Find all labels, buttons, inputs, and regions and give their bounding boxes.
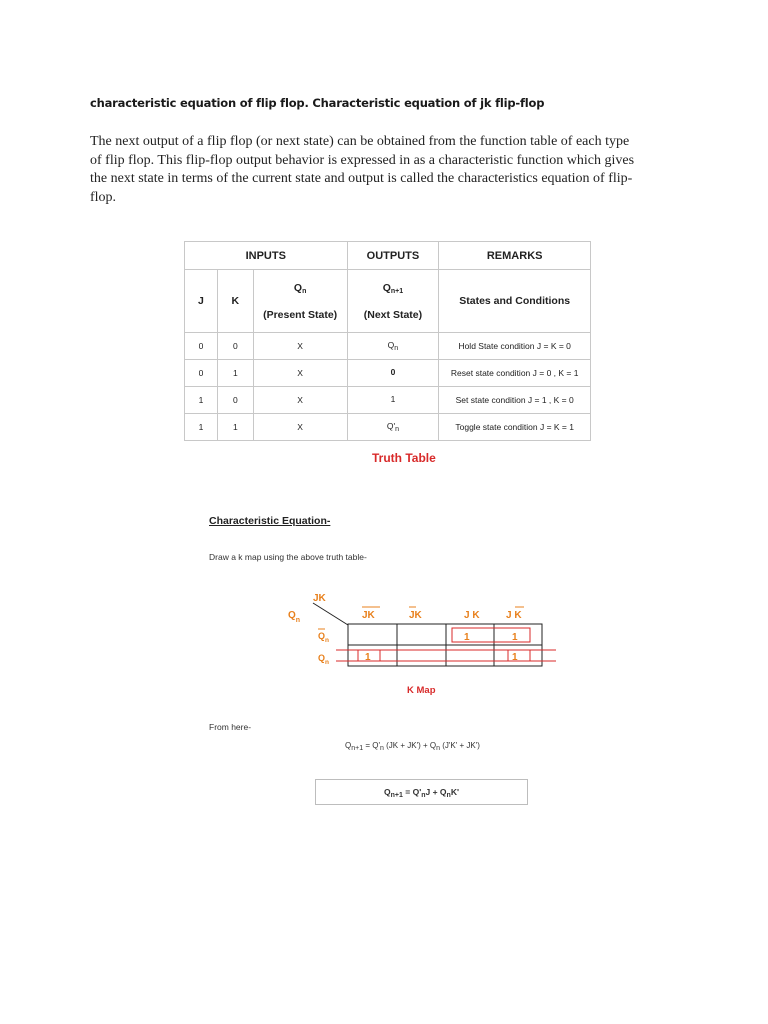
states-header: States and Conditions bbox=[439, 270, 591, 333]
kmap-cell-value: 1 bbox=[512, 652, 518, 663]
kmap-caption: K Map bbox=[407, 685, 436, 696]
table-header-row bbox=[185, 242, 591, 270]
kmap-instruction: Draw a k map using the above truth table- bbox=[209, 552, 367, 562]
truth-table-caption: Truth Table bbox=[372, 451, 436, 465]
table-row: 1 1 X $Q'_n$ Toggle state condition J = K = 1 bbox=[185, 414, 591, 441]
paragraph-line: the next state in terms of the current state and output is called the characteristics equation of flip- bbox=[90, 171, 633, 186]
remarks-header: REMARKS bbox=[439, 242, 591, 270]
table-row: 0 1 X 0 Reset state condition J = 0 , K = 1 bbox=[185, 360, 591, 387]
next-state-header: Qn+1 (Next State) bbox=[347, 270, 439, 333]
intro-paragraph bbox=[90, 133, 690, 207]
table-row: 1 0 X 1 Set state condition J = 1 , K = 0 bbox=[185, 387, 591, 414]
j-header: J bbox=[185, 270, 218, 333]
kmap-cell-value: 1 bbox=[464, 632, 470, 643]
characteristic-equation-heading: Characteristic Equation- bbox=[209, 515, 331, 527]
outputs-header: OUTPUTS bbox=[347, 242, 439, 270]
paragraph-line: flop. bbox=[90, 189, 117, 205]
kmap-row-label: $Q_n$ bbox=[318, 631, 329, 644]
k-header: K bbox=[217, 270, 253, 333]
kmap-diagonal bbox=[313, 603, 348, 625]
page-title: characteristic equation of flip flop. Characteristic equation of jk flip-flop bbox=[90, 96, 545, 110]
kmap-cell-value: 1 bbox=[365, 652, 371, 663]
kmap-jk-label: JK bbox=[313, 593, 326, 604]
kmap-row-label: $Q_n$ bbox=[318, 653, 329, 666]
intermediate-equation: Qn+1 = Q'n (JK + JK') + Qn (J'K' + JK') bbox=[345, 741, 480, 752]
paragraph-line: The next output of a flip flop (or next state) can be obtained from the function table of each type bbox=[90, 134, 630, 149]
kmap-col-label: JK bbox=[362, 610, 375, 621]
final-equation-box: $Q_{n+1} = Q'_nJ + Q_nK'$ bbox=[315, 779, 528, 805]
table-row: 0 0 X $Q_n$ Hold State condition J = K = 0 bbox=[185, 333, 591, 360]
k-map-diagram bbox=[280, 588, 570, 703]
paragraph-line: of flip flop. This flip-flop output behavior is expressed in as a characteristic function which gives bbox=[90, 152, 635, 168]
from-here-text: From here- bbox=[209, 722, 252, 732]
truth-table bbox=[184, 241, 591, 441]
kmap-col-label: JK bbox=[409, 610, 422, 621]
kmap-col-label: J K bbox=[506, 610, 522, 621]
kmap-qn-label: $Q_n$ bbox=[288, 610, 301, 624]
kmap-cell-value: 1 bbox=[512, 632, 518, 643]
present-state-header: Qn (Present State) bbox=[253, 270, 347, 333]
table-subheader-row bbox=[185, 270, 591, 333]
inputs-header: INPUTS bbox=[185, 242, 348, 270]
kmap-col-label: J K bbox=[464, 610, 480, 621]
